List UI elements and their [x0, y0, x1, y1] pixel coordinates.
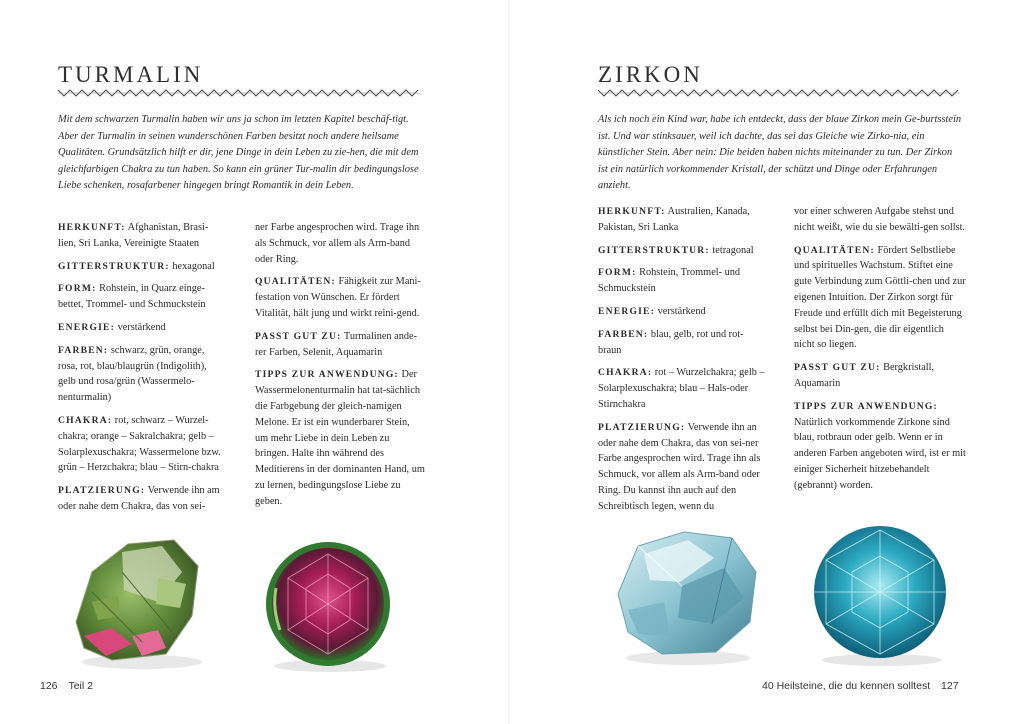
fact-passt-gut-zu [255, 329, 425, 361]
fact-key: TIPPS ZUR ANWENDUNG: [255, 369, 399, 381]
fact-value: Bergkristall, Aquamarin [794, 362, 935, 389]
page-number: 126 [40, 680, 58, 692]
fact-herkunft [598, 204, 766, 236]
fact-key: PASST GUT ZU: [255, 330, 342, 342]
fact-value: Rohstein, in Quarz einge-bettet, Trommel- und Schmuckstein [58, 283, 206, 311]
fact-key: CHAKRA: [58, 414, 113, 426]
fact-value: Fördert Selbstliebe und spirituelles Wachstum. Stiftet eine gute Verbindung zum Göttli-chen und zur eigenen Intuition. Der Zirkon sorgt für Freude und erfüllt dich mit Begeisterung selbst bei Din-gen, die dir eigentlich nicht so liegen. [794, 244, 966, 351]
fact-value: Afghanistan, Brasi-lien, Sri Lanka, Vereinigte Staaten [58, 222, 209, 249]
fact-value: verstärkend [655, 305, 706, 317]
fact-key: ENERGIE: [598, 305, 656, 317]
page-number: 127 [941, 680, 959, 692]
text-column-1 [598, 204, 766, 522]
fact-key: GITTERSTRUKTUR: [598, 244, 710, 256]
text-column-2 [255, 220, 425, 517]
fact-farben [598, 327, 766, 359]
fact-value: tetragonal [709, 244, 754, 256]
text-column-2 [794, 204, 966, 501]
fact-value: Verwende ihn am oder nahe dem Chakra, das von sei- [58, 485, 220, 512]
fact-key: FORM: [598, 267, 637, 279]
fact-key: FORM: [58, 283, 97, 295]
fact-platzierung [58, 483, 226, 515]
fact-form [58, 281, 226, 313]
continued-text: ner Farbe angesprochen wird. Trage ihn als Schmuck, vor allem als Arm-band oder Ring. [255, 222, 420, 265]
fact-key: PLATZIERUNG: [58, 485, 146, 497]
fact-gitterstruktur [598, 243, 766, 259]
fact-energie [58, 320, 226, 336]
fact-value: Rohstein, Trommel- und Schmuckstein [598, 267, 741, 295]
fact-gitterstruktur [58, 259, 226, 275]
fact-value: hexagonal [169, 260, 215, 272]
fact-passt-gut-zu [794, 360, 966, 392]
fact-qualitaeten [255, 274, 425, 321]
fact-value: rot, schwarz – Wurzel-chakra; orange – Sakralchakra; gelb – Solarplexuschakra; Wassermelone bzw. grün – Herzchakra; blau – Stirn-chakra [58, 414, 221, 474]
fact-key: FARBEN: [58, 344, 109, 356]
fact-value: Australien, Kanada, Pakistan, Sri Lanka [598, 206, 750, 233]
faceted-tourmaline-image [258, 538, 398, 676]
fact-key: ENERGIE: [58, 321, 116, 333]
fact-herkunft [58, 220, 226, 252]
intro-paragraph: Mit dem schwarzen Turmalin haben wir uns ja schon im letzten Kapitel beschäf-tigt. Aber der Turmalin in seinen wunderschönen Farben besitzt noch andere heilsame Qualitäten. Grundsätzlich hilft er dir, jene Dinge in dein Leben zu zie-hen, die mit dem gleichfarbigen Chakra zu tun haben. So kann ein grüner Tur-malin dir bedingungslose Liebe schenken, rosafarbener hingegen bringt Romantik in dein Leben. [58, 114, 419, 191]
fact-tipps [255, 367, 425, 509]
fact-key: TIPPS ZUR ANWENDUNG: [794, 400, 938, 412]
fact-key: CHAKRA: [598, 367, 653, 379]
fact-value: Turmalinen ande-rer Farben, Selenit, Aquamarin [255, 330, 418, 358]
fact-value: rot – Wurzelchakra; gelb – Solarplexuschakra; blau – Hals-oder Stirnchakra [598, 367, 765, 410]
fact-tipps [794, 399, 966, 494]
decorative-wave-rule [58, 87, 420, 99]
fact-key: HERKUNFT: [598, 206, 666, 217]
book-gutter [508, 0, 512, 724]
fact-key: GITTERSTRUKTUR: [58, 260, 170, 272]
fact-value: blau, gelb, rot und rot-braun [598, 328, 744, 356]
fact-chakra [598, 365, 766, 412]
fact-energie [598, 304, 766, 320]
fact-value: Der Wassermelonenturmalin hat tat-sächlich die Farbgebung der gleich-namigen Melone. Er ist ein wunderbarer Stein, um mehr Liebe in dein Leben zu bringen. Halte ihn während des Meditierens in der dominanten Hand, um zu lernen, bedingungslose Liebe zu geben. [255, 369, 425, 507]
fact-key: QUALITÄTEN: [794, 244, 875, 256]
fact-platzierung [598, 420, 766, 515]
fact-value: Verwende ihn an oder nahe dem Chakra, das von sei-ner Farbe angesprochen wird. Trage ihn als Schmuck, vor allem als Arm-band oder Ring. Du kannst ihn auch auf den Schreibtisch legen, wenn du [598, 421, 761, 512]
page-footer-right [762, 680, 959, 692]
page-title-zirkon: ZIRKON [598, 62, 703, 87]
rough-tourmaline-image [62, 532, 210, 674]
fact-qualitaeten [794, 243, 966, 354]
text-column-1 [58, 220, 226, 522]
fact-key: PLATZIERUNG: [598, 421, 686, 433]
fact-chakra [58, 413, 226, 476]
continued-text: vor einer schweren Aufgabe stehst und nicht weißt, wie du sie bewälti-gen sollst. [794, 206, 966, 233]
fact-form [598, 265, 766, 297]
fact-farben [58, 343, 226, 406]
fact-value: schwarz, grün, orange, rosa, rot, blau/blaugrün (Indigolith), gelb und rosa/grün (Wassermelo-nenturmalin) [58, 344, 207, 404]
fact-key: FARBEN: [598, 328, 649, 340]
fact-key: PASST GUT ZU: [794, 362, 881, 374]
page-footer-left [40, 680, 93, 692]
intro-paragraph: Als ich noch ein Kind war, habe ich entdeckt, dass der blaue Zirkon mein Ge-burtsstein ist. Und war stinksauer, weil ich dachte, das sei das Gleiche wie Zirko-nia, ein künstlicher Stein. Aber nein: Die beiden haben nichts miteinander zu tun. Der Zirkon ist ein natürlich vorkommender Kristall, der schützt und Dinge oder Erfahrungen anzieht. [598, 114, 962, 191]
fact-value: Fähigkeit zur Mani-festation von Wünschen. Er fördert Vitalität, hält jung und wirkt reini-gend. [255, 276, 421, 319]
rough-zircon-image [604, 524, 764, 670]
fact-key: QUALITÄTEN: [255, 276, 336, 288]
section-label: Teil 2 [68, 680, 93, 692]
fact-value: verstärkend [115, 321, 166, 333]
faceted-zircon-image [804, 522, 956, 670]
fact-key: HERKUNFT: [58, 222, 126, 233]
running-title: 40 Heilsteine, die du kennen solltest [762, 680, 931, 692]
decorative-wave-rule [598, 87, 960, 99]
page-title-turmalin: TURMALIN [58, 62, 204, 87]
fact-value: Natürlich vorkommende Zirkone sind blau, rotbraun oder gelb. Wenn er in anderen Farben angeboten wird, ist er mit einiger Sicherheit hitzebehandelt (gebrannt) worden. [794, 416, 966, 491]
